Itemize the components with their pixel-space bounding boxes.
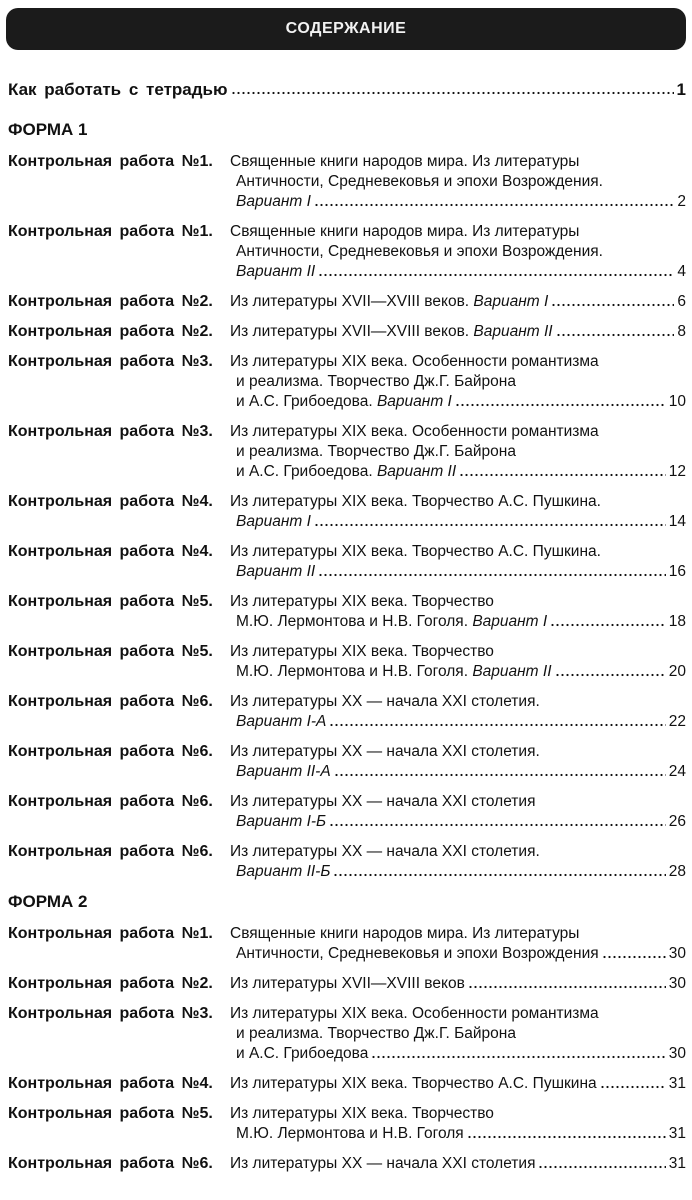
description-text: Из литературы XIX века. Особенности романтизма xyxy=(230,1005,599,1022)
dot-leader xyxy=(467,1129,666,1139)
entry-label: Контрольная работа №2. xyxy=(8,975,213,992)
dot-leader xyxy=(551,297,674,307)
entry-description xyxy=(230,292,686,312)
variant-label: Вариант I xyxy=(376,393,452,410)
entry-description xyxy=(230,642,686,682)
entry-label: Контрольная работа №2. xyxy=(8,293,213,310)
toc-entry[interactable] xyxy=(8,924,686,964)
toc-entry[interactable] xyxy=(8,542,686,582)
form-title: ФОРМА 2 xyxy=(8,892,88,911)
dot-leader xyxy=(556,327,675,337)
toc-entry[interactable] xyxy=(8,322,686,342)
page-number: 12 xyxy=(668,463,686,480)
description-text: Из литературы XIX века. Особенности романтизма xyxy=(230,423,599,440)
description-text: М.Ю. Лермонтова и Н.В. Гоголя xyxy=(236,1125,464,1142)
dot-leader xyxy=(555,667,666,677)
variant-label: Вариант II xyxy=(236,263,316,280)
page-number: 30 xyxy=(668,945,686,962)
description-text: Священные книги народов мира. Из литературы xyxy=(230,153,580,170)
toc-entry[interactable] xyxy=(8,152,686,212)
page-number: 30 xyxy=(668,975,686,992)
page-number: 28 xyxy=(668,863,686,880)
description-line xyxy=(230,392,686,412)
description-line xyxy=(230,612,686,632)
description-text: Из литературы XVII—XVIII веков. xyxy=(230,323,470,340)
variant-label: Вариант II-Б xyxy=(236,863,331,880)
description-text: Из литературы XIX века. Творчество xyxy=(230,593,494,610)
entry-label: Контрольная работа №3. xyxy=(8,1005,213,1022)
entry-description xyxy=(230,542,686,582)
description-line xyxy=(230,742,686,762)
description-line xyxy=(230,262,686,282)
description-text: и реализма. Творчество Дж.Г. Байрона xyxy=(236,443,516,460)
toc-entry[interactable] xyxy=(8,1154,686,1174)
entry-label: Контрольная работа №6. xyxy=(8,843,213,860)
description-text: Из литературы XIX века. Творчество xyxy=(230,643,494,660)
description-text: Священные книги народов мира. Из литературы xyxy=(230,223,580,240)
toc-entry[interactable] xyxy=(8,1104,686,1144)
description-line xyxy=(230,712,686,732)
entry-description xyxy=(230,352,686,412)
contents-header xyxy=(6,8,686,50)
description-line xyxy=(230,592,686,612)
dot-leader xyxy=(538,1159,665,1169)
description-text: Из литературы XIX века. Творчество xyxy=(230,1105,494,1122)
entry-label: Контрольная работа №4. xyxy=(8,493,213,510)
dot-leader xyxy=(329,717,665,727)
description-text: Из литературы XIX века. Творчество А.С. Пушкина. xyxy=(230,493,601,510)
description-line xyxy=(230,372,686,392)
variant-label: Вариант II xyxy=(472,663,552,680)
page-number: 30 xyxy=(668,1045,686,1062)
entry-label: Контрольная работа №3. xyxy=(8,423,213,440)
dot-leader xyxy=(600,1079,666,1089)
entry-description xyxy=(230,924,686,964)
toc-entry[interactable] xyxy=(8,352,686,412)
toc-entry[interactable] xyxy=(8,742,686,782)
description-line xyxy=(230,512,686,532)
description-line xyxy=(230,542,686,562)
entry-label: Контрольная работа №4. xyxy=(8,543,213,560)
page-number: 31 xyxy=(668,1125,686,1142)
page-number: 14 xyxy=(668,513,686,530)
description-line xyxy=(230,292,686,312)
page-number: 8 xyxy=(677,323,686,340)
toc-entry[interactable] xyxy=(8,492,686,532)
description-line xyxy=(230,492,686,512)
description-line xyxy=(230,222,686,242)
toc-entry[interactable] xyxy=(8,292,686,312)
variant-label: Вариант II xyxy=(236,563,316,580)
description-text: Из литературы XIX века. Творчество А.С. Пушкина xyxy=(230,1075,597,1092)
variant-label: Вариант II xyxy=(376,463,457,480)
description-line xyxy=(230,924,686,944)
description-line xyxy=(230,462,686,482)
description-text: и А.С. Грибоедова xyxy=(236,1045,369,1062)
description-text: и А.С. Грибоедова. xyxy=(236,463,373,480)
description-line xyxy=(230,1074,686,1094)
entry-description xyxy=(230,1074,686,1094)
variant-label: Вариант I xyxy=(236,513,311,530)
contents-title: СОДЕРЖАНИЕ xyxy=(285,20,407,37)
entry-description xyxy=(230,974,686,994)
entry-description xyxy=(230,592,686,632)
entry-description xyxy=(230,152,686,212)
page-number: 10 xyxy=(668,393,686,410)
variant-label: Вариант I xyxy=(472,613,548,630)
description-text: Из литературы XX — начала XXI столетия. xyxy=(230,843,540,860)
variant-label: Вариант I xyxy=(236,193,311,210)
description-text: Из литературы XVII—XVIII веков. xyxy=(230,293,470,310)
entry-description xyxy=(230,742,686,782)
description-line xyxy=(230,842,686,862)
dot-leader xyxy=(468,979,666,989)
entry-label: Контрольная работа №6. xyxy=(8,743,213,760)
entry-label: Контрольная работа №2. xyxy=(8,323,213,340)
form-section xyxy=(8,892,686,1174)
page-number: 2 xyxy=(677,193,686,210)
description-line xyxy=(230,1004,686,1024)
toc-entry[interactable] xyxy=(8,792,686,832)
description-line xyxy=(230,1104,686,1124)
description-text: Из литературы XIX века. Творчество А.С. Пушкина. xyxy=(230,543,601,560)
dot-leader xyxy=(329,817,666,827)
dot-leader xyxy=(231,85,674,95)
variant-label: Вариант I-Б xyxy=(236,813,327,830)
toc-entry[interactable] xyxy=(8,642,686,682)
page-number: 6 xyxy=(677,293,686,310)
description-text: Из литературы XX — начала XXI столетия xyxy=(230,793,536,810)
entry-description xyxy=(230,692,686,732)
dot-leader xyxy=(333,867,665,877)
toc-entry[interactable] xyxy=(8,1004,686,1064)
entry-label: Контрольная работа №3. xyxy=(8,353,213,370)
entry-description xyxy=(230,792,686,832)
entry-label: Контрольная работа №6. xyxy=(8,793,213,810)
description-line xyxy=(230,562,686,582)
description-line xyxy=(230,944,686,964)
description-line xyxy=(230,1044,686,1064)
toc-entry[interactable] xyxy=(8,974,686,994)
page-number: 31 xyxy=(668,1075,686,1092)
toc-entry[interactable] xyxy=(8,1074,686,1094)
description-text: Античности, Средневековья и эпохи Возрождения. xyxy=(236,173,603,190)
toc-entry-how-to-work[interactable] xyxy=(8,80,686,100)
dot-leader xyxy=(459,467,666,477)
description-line xyxy=(230,152,686,172)
description-line xyxy=(230,422,686,442)
entry-label: Как работать с тетрадью xyxy=(8,80,228,99)
description-text: и реализма. Творчество Дж.Г. Байрона xyxy=(236,373,516,390)
description-line xyxy=(230,862,686,882)
page-number: 20 xyxy=(668,663,686,680)
description-line xyxy=(230,792,686,812)
description-text: Из литературы XX — начала XXI столетия. xyxy=(230,743,540,760)
entry-label: Контрольная работа №5. xyxy=(8,1105,213,1122)
variant-label: Вариант II xyxy=(473,323,553,340)
entry-label: Контрольная работа №4. xyxy=(8,1075,213,1092)
dot-leader xyxy=(371,1049,665,1059)
description-line xyxy=(230,1124,686,1144)
dot-leader xyxy=(318,267,674,277)
description-text: Из литературы XX — начала XXI столетия. xyxy=(230,693,540,710)
description-line xyxy=(230,812,686,832)
entry-label: Контрольная работа №6. xyxy=(8,693,213,710)
entry-description xyxy=(230,222,686,282)
page-number: 18 xyxy=(668,613,686,630)
description-text: Античности, Средневековья и эпохи Возрождения. xyxy=(236,243,603,260)
description-text: и А.С. Грибоедова. xyxy=(236,393,373,410)
description-text: М.Ю. Лермонтова и Н.В. Гоголя. xyxy=(236,663,469,680)
entry-label: Контрольная работа №5. xyxy=(8,643,213,660)
toc-entry[interactable] xyxy=(8,422,686,482)
page-number: 26 xyxy=(668,813,686,830)
page-number: 24 xyxy=(668,763,686,780)
entry-label: Контрольная работа №6. xyxy=(8,1155,213,1172)
page-number: 31 xyxy=(668,1155,686,1172)
entry-description xyxy=(230,1004,686,1064)
description-text: Священные книги народов мира. Из литературы xyxy=(230,925,580,942)
entry-label: Контрольная работа №1. xyxy=(8,925,213,942)
description-line xyxy=(230,974,686,994)
table-of-contents xyxy=(8,80,686,1184)
description-line xyxy=(230,352,686,372)
page-number: 4 xyxy=(677,263,686,280)
toc-entry[interactable] xyxy=(8,692,686,732)
entry-description xyxy=(230,492,686,532)
description-text: Античности, Средневековья и эпохи Возрождения xyxy=(236,945,599,962)
form-section xyxy=(8,120,686,882)
variant-label: Вариант II-А xyxy=(236,763,331,780)
description-line xyxy=(230,1024,686,1044)
dot-leader xyxy=(550,617,666,627)
description-text: Из литературы XX — начала XXI столетия xyxy=(230,1155,536,1172)
description-line xyxy=(230,762,686,782)
description-line xyxy=(230,442,686,462)
toc-entry[interactable] xyxy=(8,592,686,632)
description-text: Из литературы XIX века. Особенности романтизма xyxy=(230,353,599,370)
description-text: М.Ю. Лермонтова и Н.В. Гоголя. xyxy=(236,613,469,630)
dot-leader xyxy=(314,197,675,207)
entry-description xyxy=(230,1154,686,1174)
entry-description xyxy=(230,322,686,342)
description-line xyxy=(230,662,686,682)
variant-label: Вариант I-А xyxy=(236,713,327,730)
description-line xyxy=(230,172,686,192)
toc-entry[interactable] xyxy=(8,842,686,882)
variant-label: Вариант I xyxy=(473,293,549,310)
description-text: Из литературы XVII—XVIII веков xyxy=(230,975,465,992)
dot-leader xyxy=(455,397,666,407)
page-number: 16 xyxy=(668,563,686,580)
description-line xyxy=(230,642,686,662)
description-line xyxy=(230,322,686,342)
page-number: 22 xyxy=(668,713,686,730)
entry-description xyxy=(230,842,686,882)
entry-label: Контрольная работа №1. xyxy=(8,223,213,240)
description-line xyxy=(230,242,686,262)
dot-leader xyxy=(334,767,666,777)
form-title: ФОРМА 1 xyxy=(8,120,88,139)
page-number: 1 xyxy=(676,80,686,99)
description-line xyxy=(230,1154,686,1174)
dot-leader xyxy=(318,567,666,577)
entry-description xyxy=(230,422,686,482)
toc-entry[interactable] xyxy=(8,222,686,282)
entry-label: Контрольная работа №5. xyxy=(8,593,213,610)
description-line xyxy=(230,692,686,712)
dot-leader xyxy=(602,949,666,959)
dot-leader xyxy=(314,517,666,527)
description-line xyxy=(230,192,686,212)
description-text: и реализма. Творчество Дж.Г. Байрона xyxy=(236,1025,516,1042)
entry-description xyxy=(230,1104,686,1144)
entry-label: Контрольная работа №1. xyxy=(8,153,213,170)
